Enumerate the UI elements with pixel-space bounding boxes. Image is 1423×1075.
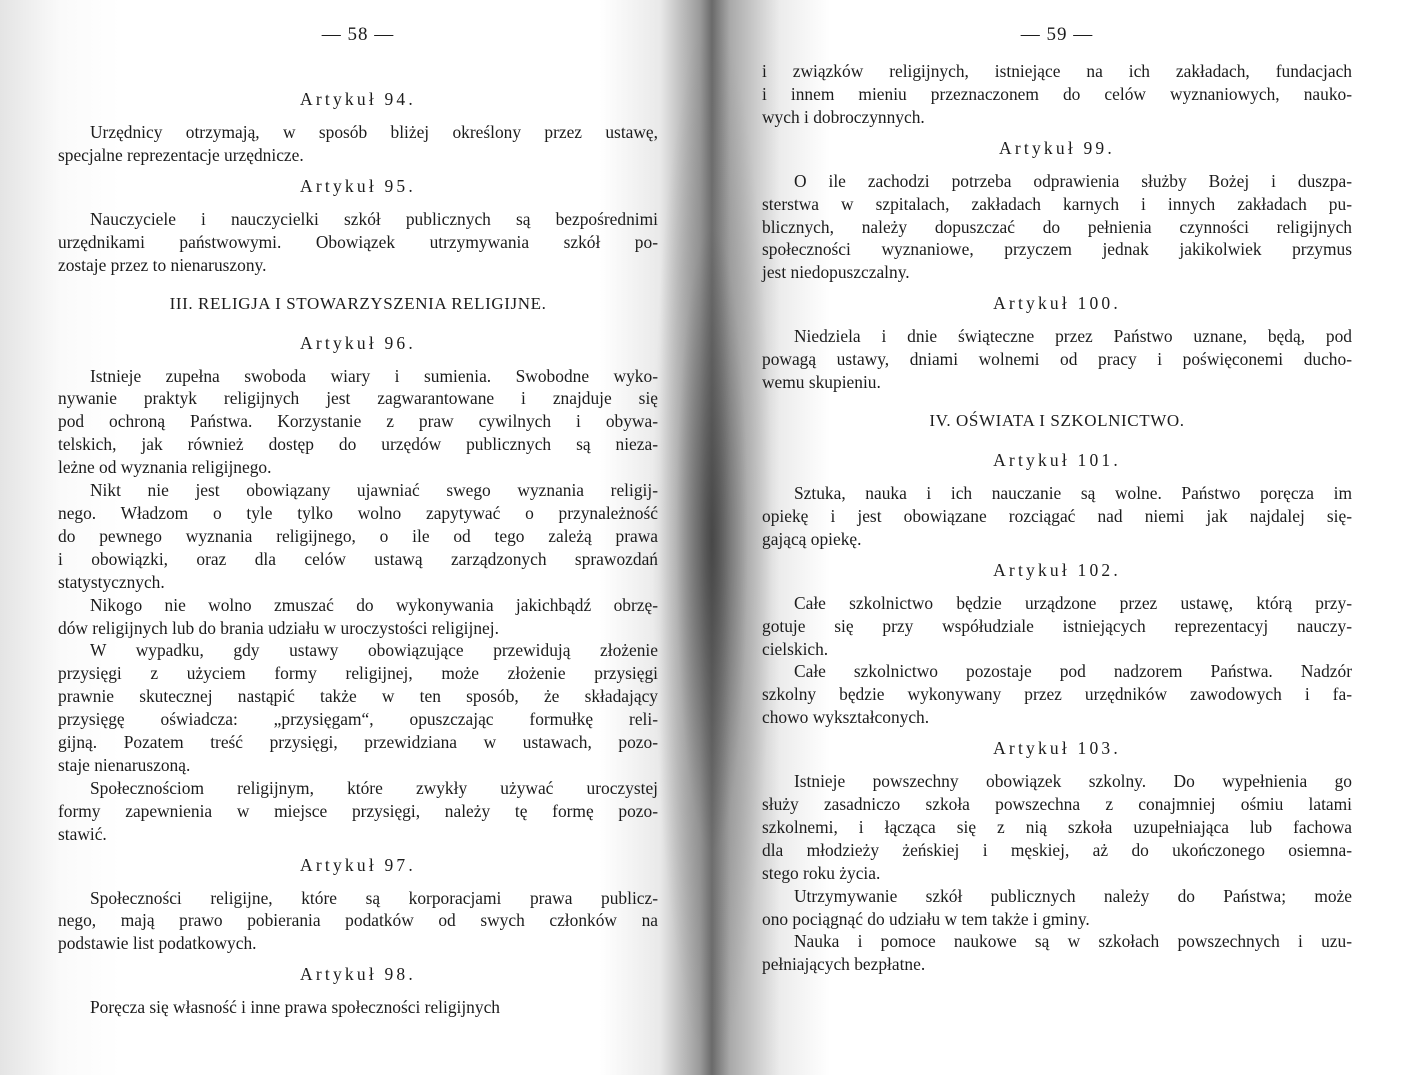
text-line: dla młodzieży żeńskiej i męskiej, aż do ukończonego osiemna-	[762, 839, 1352, 860]
text-line: i związków religijnych, istniejące na ich zakładach, fundacjach	[762, 61, 1352, 81]
paragraph	[58, 887, 658, 956]
text-line: i innem mieniu przeznaczonem do celów wyznaniowych, nauko-	[762, 83, 1352, 104]
text-line: staje nienaruszoną.	[58, 754, 191, 775]
section-heading: IV. OŚWIATA I SZKOLNICTWO.	[929, 410, 1185, 430]
paragraph	[762, 482, 1352, 551]
text-line: Urzędnicy otrzymają, w sposób bliżej określony przez ustawę,	[90, 122, 658, 142]
text-line: cielskich.	[762, 638, 829, 659]
text-line: szkolny będzie wykonywany przez urzędników zawodowych i fa-	[762, 684, 1352, 705]
text-line: urzędnikami państwowymi. Obowiązek utrzymywania szkół po-	[58, 231, 658, 252]
text-line: formy zapewnienia w miejsce przysięgi, należy tę formę pozo-	[58, 800, 658, 821]
text-line: nywanie praktyk religijnych jest zagwarantowane i znajduje się	[58, 388, 658, 409]
article-heading: Artykuł 98.	[300, 964, 416, 985]
text-line: i obowiązki, oraz dla celów ustawą zarządzonych sprawozdań	[58, 548, 658, 569]
text-line: Nikogo nie wolno zmuszać do wykonywania jakichbądź obrzę-	[90, 594, 658, 615]
text-line: stawić.	[58, 823, 107, 844]
paragraph	[58, 594, 658, 640]
paragraph	[762, 885, 1352, 931]
text-line: O ile zachodzi potrzeba odprawienia służby Bożej i duszpa-	[794, 170, 1352, 191]
article-heading: Artykuł 96.	[300, 332, 416, 353]
text-line: służy zasadniczo szkoła powszechna z conajmniej ośmiu latami	[762, 794, 1352, 815]
text-line: ono pociągnąć do udziału w tem także i gminy.	[762, 908, 1090, 929]
text-line: Poręcza się własność i inne prawa społeczności religijnych	[90, 997, 500, 1018]
page-content	[762, 60, 1352, 976]
text-line: opiekę i jest obowiązane rozciągać nad niemi jak najdalej się-	[762, 505, 1352, 526]
text-line: zostaje przez to nienaruszony.	[58, 254, 267, 275]
paragraph	[762, 770, 1352, 885]
text-line: Całe szkolnictwo będzie urządzone przez ustawę, którą przy-	[794, 592, 1352, 613]
article-heading: Artykuł 101.	[993, 449, 1121, 470]
text-line: prawnie skutecznej nastąpić także w ten sposób, że składający	[58, 686, 658, 707]
section-heading: III. RELIGJA I STOWARZYSZENIA RELIGIJNE.	[169, 293, 547, 313]
paragraph	[762, 170, 1352, 285]
text-line: nego. Władzom o tyle tylko wolno zapytywać o przynależność	[58, 502, 658, 523]
text-line: pełniających bezpłatne.	[762, 954, 926, 975]
text-line: Niedziela i dnie świąteczne przez Państwo uznane, będą, pod	[794, 326, 1352, 347]
text-line: Nikt nie jest obowiązany ujawniać swego wyznania religij-	[90, 480, 658, 501]
text-line: Sztuka, nauka i ich nauczanie są wolne. Państwo poręcza im	[794, 482, 1352, 503]
text-line: Istnieje powszechny obowiązek szkolny. Do wypełnienia go	[794, 771, 1352, 792]
text-line: blicznych, należy dopuszczać do pełnienia czynności religijnych	[762, 216, 1352, 237]
right-page	[762, 0, 1352, 1075]
text-line: do pewnego wyznania religijnego, o ile od tego zależą prawa	[58, 525, 658, 546]
text-line: Społecznościom religijnym, które zwykły używać uroczystej	[90, 777, 658, 798]
article-heading: Artykuł 100.	[993, 293, 1121, 314]
text-line: Społeczności religijne, które są korporacjami prawa publicz-	[90, 887, 658, 908]
page-content	[58, 80, 658, 1019]
text-line: statystycznych.	[58, 571, 165, 592]
article-heading: Artykuł 97.	[300, 854, 416, 875]
article-heading: Artykuł 95.	[300, 175, 416, 196]
page-number: — 59 —	[1020, 24, 1094, 45]
text-line: wemu skupieniu.	[762, 372, 881, 393]
text-line: stego roku życia.	[762, 862, 881, 883]
text-line: podstawie list podatkowych.	[58, 933, 257, 954]
text-line: gijną. Pozatem treść przysięgi, przewidziana w ustawach, pozo-	[58, 732, 658, 753]
text-line: dów religijnych lub do brania udziału w uroczystości religijnej.	[58, 617, 499, 638]
text-line: szkolnemi, i łącząca się z nią szkoła uzupełniająca lub fachowa	[762, 816, 1352, 837]
text-line: leżne od wyznania religijnego.	[58, 457, 272, 478]
text-line: W wypadku, gdy ustawy obowiązujące przewidują złożenie	[90, 640, 658, 661]
text-line: Całe szkolnictwo pozostaje pod nadzorem Państwa. Nadzór	[794, 661, 1352, 682]
text-line: społeczności wyznaniowe, przyczem jednak jakikolwiek przymus	[762, 239, 1352, 260]
article-heading: Artykuł 102.	[993, 559, 1121, 580]
paragraph	[58, 365, 658, 480]
article-heading: Artykuł 99.	[999, 137, 1115, 158]
text-line: Utrzymywanie szkół publicznych należy do Państwa; może	[794, 885, 1352, 906]
text-line: nego, mają prawo pobierania podatków od swych członków na	[58, 910, 658, 931]
text-line: powagą ustawy, dniami wolnemi od pracy i poświęconemi ducho-	[762, 349, 1352, 370]
text-line: Istnieje zupełna swoboda wiary i sumienia. Swobodne wyko-	[90, 365, 658, 386]
text-line: Nauczyciele i nauczycielki szkół publicznych są bezpośrednimi	[90, 208, 658, 229]
paragraph	[762, 325, 1352, 394]
paragraph	[762, 592, 1352, 661]
text-line: przysięgę oświadcza: „przysięgam“, opuszczając formułkę reli-	[58, 709, 658, 730]
paragraph	[762, 660, 1352, 729]
paragraph	[58, 777, 658, 846]
article-heading: Artykuł 103.	[993, 738, 1121, 759]
paragraph	[58, 996, 658, 1019]
article-heading: Artykuł 94.	[300, 89, 416, 109]
paragraph	[58, 479, 658, 594]
paragraph	[762, 60, 1352, 129]
page-number: — 58 —	[321, 24, 395, 45]
paragraph	[58, 208, 658, 277]
text-line: gającą opiekę.	[762, 528, 862, 549]
text-line: gotuje się przy współudziale istniejących reprezentacyj nauczy-	[762, 615, 1352, 636]
paragraph	[58, 639, 658, 776]
text-line: Nauka i pomoce naukowe są w szkołach powszechnych i uzu-	[794, 931, 1352, 952]
paragraph	[58, 121, 658, 167]
text-line: chowo wykształconych.	[762, 707, 930, 728]
text-line: przysięgi z użyciem formy religijnej, może złożenie przysięgi	[58, 663, 658, 684]
left-page	[58, 0, 658, 1075]
text-line: telskich, jak również dostęp do urzędów publicznych są nieza-	[58, 434, 658, 455]
text-line: sterstwa w szpitalach, zakładach karnych i innych zakładach pu-	[762, 193, 1352, 214]
paragraph	[762, 930, 1352, 976]
text-line: specjalne reprezentacje urzędnicze.	[58, 144, 304, 165]
text-line: jest niedopuszczalny.	[762, 262, 910, 283]
text-line: pod ochroną Państwa. Korzystanie z praw cywilnych i obywa-	[58, 411, 658, 432]
text-line: wych i dobroczynnych.	[762, 106, 925, 127]
